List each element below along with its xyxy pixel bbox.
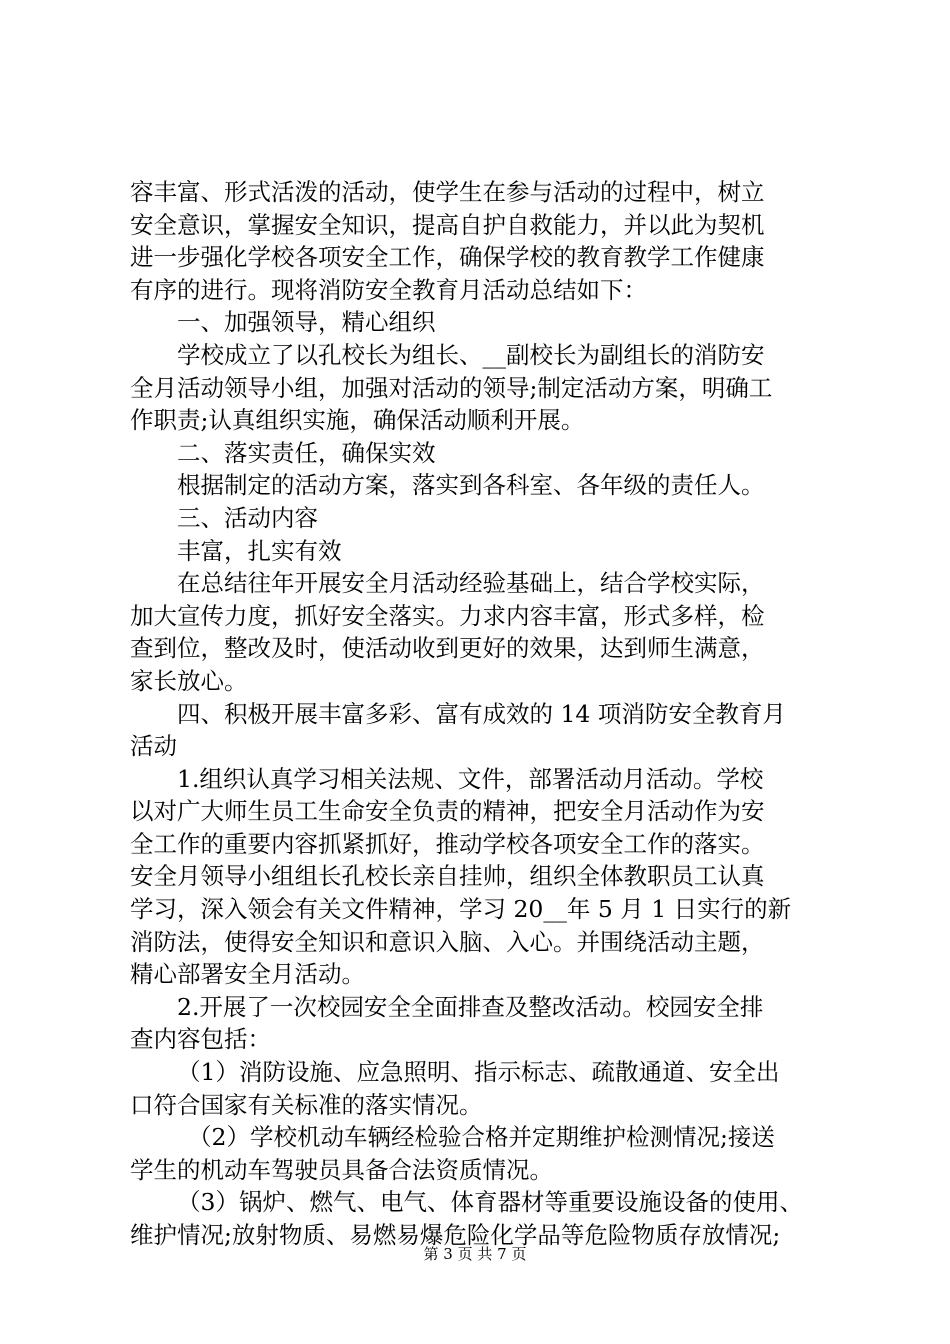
document-body [130,176,830,1252]
text-line: 消防法，使得安全知识和意识入脑、入心。并围绕活动主题， [130,927,765,956]
text-line: 口符合国家有关标准的落实情况。 [130,1090,483,1119]
text-line: 进一步强化学校各项安全工作，确保学校的教育教学工作健康 [130,243,765,272]
text-line: 2.开展了一次校园安全全面排查及整改活动。校园安全排 [177,992,764,1021]
text-line: （2）学校机动车辆经检验合格并定期维护检测情况;接送 [188,1123,775,1152]
text-line: 学校成立了以孔校长为组长、__副校长为副组长的消防安 [177,340,765,369]
text-line: 活动 [130,732,177,761]
text-line: 家长放心。 [130,666,248,695]
text-line: 四、积极开展丰富多彩、富有成效的 14 项消防安全教育月 [177,699,786,728]
text-line: 三、活动内容 [177,503,318,532]
page-footer: 第 3 页 共 7 页 [423,1245,527,1263]
text-line: 全月活动领导小组，加强对活动的领导;制定活动方案，明确工 [130,373,773,402]
text-line: 查到位，整改及时，使活动收到更好的效果，达到师生满意， [130,634,765,663]
text-line: 全工作的重要内容抓紧抓好，推动学校各项安全工作的落实。 [130,829,765,858]
text-line: 作职责;认真组织实施，确保活动顺利开展。 [130,406,585,435]
text-line: 容丰富、形式活泼的活动，使学生在参与活动的过程中，树立 [130,178,765,206]
text-line: 学生的机动车驾驶员具备合法资质情况。 [130,1155,553,1184]
text-line: 学习，深入领会有关文件精神，学习 20__年 5 月 1 日实行的新 [130,895,792,924]
text-line: 在总结往年开展安全月活动经验基础上，结合学校实际， [177,569,765,598]
text-line: 1.组织认真学习相关法规、文件，部署活动月活动。学校 [177,764,764,793]
text-line: （1）消防设施、应急照明、指示标志、疏散通道、安全出 [177,1058,780,1087]
text-line: （3）锅炉、燃气、电气、体育器材等重要设施设备的使用、 [177,1188,803,1217]
text-line: 根据制定的活动方案，落实到各科室、各年级的责任人。 [177,471,765,500]
text-line: 安全月领导小组组长孔校长亲自挂帅，组织全体教职员工认真 [130,862,765,891]
text-line: 精心部署安全月活动。 [130,960,365,989]
text-line: 以对广大师生员工生命安全负责的精神，把安全月活动作为安 [130,797,765,826]
text-line: 丰富，扎实有效 [177,536,342,565]
text-line: 二、落实责任，确保实效 [177,438,436,467]
text-line: 维护情况;放射物质、易燃易爆危险化学品等危险物质存放情况; [130,1221,781,1249]
text-line: 查内容包括： [130,1025,271,1054]
text-line: 加大宣传力度，抓好安全落实。力求内容丰富，形式多样，检 [130,601,765,630]
text-line: 一、加强领导，精心组织 [177,308,436,337]
text-line: 有序的进行。现将消防安全教育月活动总结如下： [130,275,647,304]
text-line: 安全意识，掌握安全知识，提高自护自救能力，并以此为契机 [130,210,765,239]
